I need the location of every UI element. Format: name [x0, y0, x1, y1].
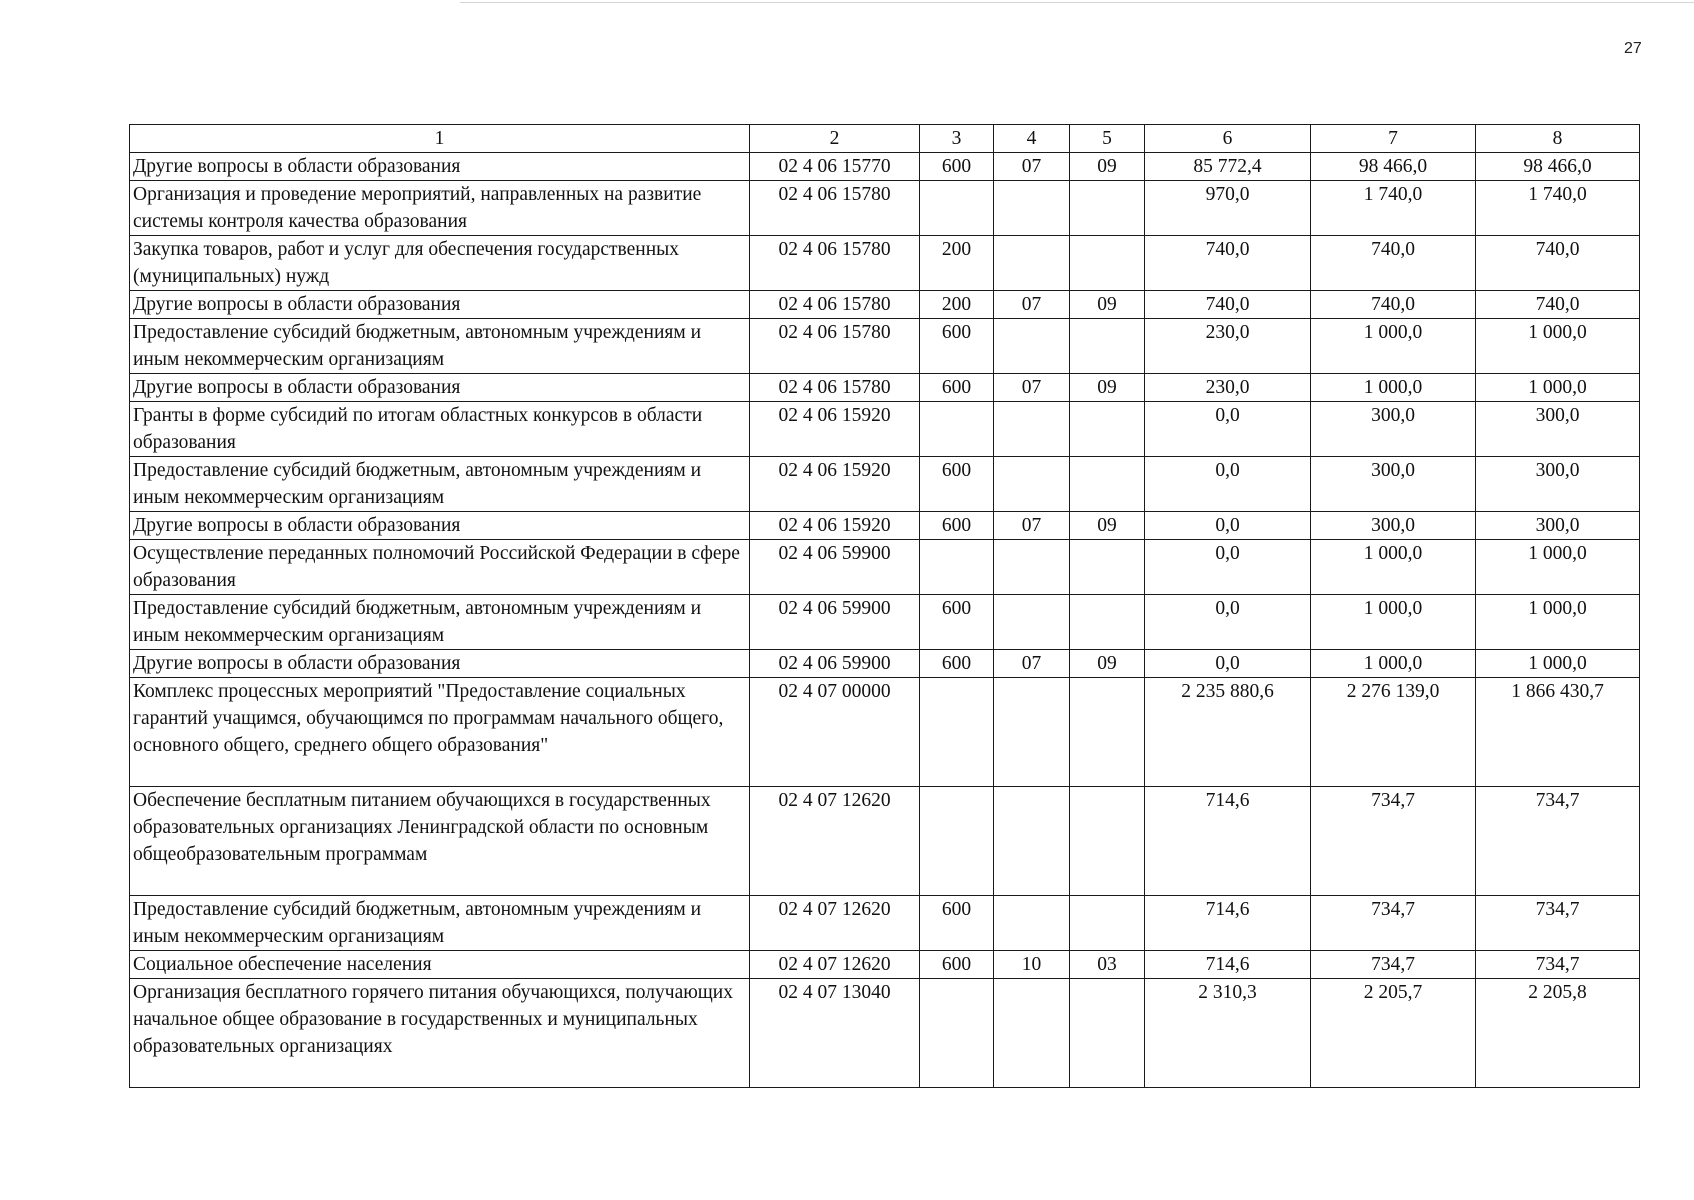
- row-code: 02 4 06 59900: [750, 540, 920, 595]
- row-value-8: 1 740,0: [1476, 181, 1640, 236]
- row-code: 02 4 06 15780: [750, 236, 920, 291]
- row-value-6: 714,6: [1145, 951, 1311, 979]
- row-name: Предоставление субсидий бюджетным, автономным учреждениям и иным некоммерческим организациям: [130, 319, 750, 374]
- row-section: [994, 678, 1070, 787]
- row-subsection: [1070, 181, 1145, 236]
- row-code: 02 4 06 15780: [750, 374, 920, 402]
- row-section: [994, 787, 1070, 896]
- row-section: 07: [994, 291, 1070, 319]
- row-name: Осуществление переданных полномочий Российской Федерации в сфере образования: [130, 540, 750, 595]
- row-expense-type: 600: [920, 896, 994, 951]
- table-row: [130, 595, 1640, 650]
- row-name: Другие вопросы в области образования: [130, 650, 750, 678]
- row-code: 02 4 06 15780: [750, 181, 920, 236]
- row-code: 02 4 06 15780: [750, 291, 920, 319]
- row-name: Гранты в форме субсидий по итогам областных конкурсов в области образования: [130, 402, 750, 457]
- row-section: [994, 979, 1070, 1088]
- row-expense-type: 600: [920, 457, 994, 512]
- table-row: [130, 650, 1640, 678]
- row-subsection: [1070, 319, 1145, 374]
- row-section: [994, 319, 1070, 374]
- table-row: [130, 896, 1640, 951]
- row-value-8: 2 205,8: [1476, 979, 1640, 1088]
- row-subsection: 03: [1070, 951, 1145, 979]
- row-name: Закупка товаров, работ и услуг для обеспечения государственных (муниципальных) нужд: [130, 236, 750, 291]
- row-value-8: 740,0: [1476, 236, 1640, 291]
- row-subsection: [1070, 402, 1145, 457]
- table-header-row: [130, 125, 1640, 153]
- row-value-6: 740,0: [1145, 236, 1311, 291]
- row-section: [994, 402, 1070, 457]
- table-row: [130, 291, 1640, 319]
- row-value-7: 2 276 139,0: [1311, 678, 1476, 787]
- row-value-8: 300,0: [1476, 402, 1640, 457]
- row-subsection: 09: [1070, 153, 1145, 181]
- scan-edge-line: [460, 2, 1694, 3]
- row-value-6: 2 310,3: [1145, 979, 1311, 1088]
- table-row: [130, 678, 1640, 787]
- row-subsection: [1070, 540, 1145, 595]
- budget-table: [129, 124, 1640, 1088]
- row-value-6: 0,0: [1145, 540, 1311, 595]
- row-value-6: 230,0: [1145, 374, 1311, 402]
- row-value-7: 2 205,7: [1311, 979, 1476, 1088]
- row-value-8: 300,0: [1476, 457, 1640, 512]
- row-section: 07: [994, 374, 1070, 402]
- row-expense-type: 600: [920, 512, 994, 540]
- row-section: 07: [994, 650, 1070, 678]
- row-value-8: 734,7: [1476, 951, 1640, 979]
- row-value-7: 300,0: [1311, 402, 1476, 457]
- row-value-7: 734,7: [1311, 951, 1476, 979]
- table-row: [130, 540, 1640, 595]
- row-code: 02 4 07 12620: [750, 787, 920, 896]
- row-value-8: 300,0: [1476, 512, 1640, 540]
- row-code: 02 4 06 59900: [750, 595, 920, 650]
- row-name: Организация и проведение мероприятий, направленных на развитие системы контроля качества образования: [130, 181, 750, 236]
- header-cell: 6: [1145, 125, 1311, 153]
- row-name: Комплекс процессных мероприятий "Предоставление социальных гарантий учащимся, обучающимся по программам начального общего, основного общего, среднего общего образования": [130, 678, 750, 787]
- row-code: 02 4 06 15920: [750, 512, 920, 540]
- row-expense-type: 600: [920, 374, 994, 402]
- row-section: [994, 236, 1070, 291]
- row-value-6: 714,6: [1145, 787, 1311, 896]
- row-value-7: 1 000,0: [1311, 650, 1476, 678]
- row-value-8: 1 000,0: [1476, 319, 1640, 374]
- row-value-7: 734,7: [1311, 896, 1476, 951]
- row-code: 02 4 06 59900: [750, 650, 920, 678]
- row-subsection: 09: [1070, 291, 1145, 319]
- row-expense-type: [920, 787, 994, 896]
- row-code: 02 4 07 12620: [750, 951, 920, 979]
- table-row: [130, 236, 1640, 291]
- header-cell: 1: [130, 125, 750, 153]
- row-name: Предоставление субсидий бюджетным, автономным учреждениям и иным некоммерческим организациям: [130, 595, 750, 650]
- row-value-6: 740,0: [1145, 291, 1311, 319]
- row-expense-type: 200: [920, 236, 994, 291]
- row-expense-type: [920, 402, 994, 457]
- header-cell: 2: [750, 125, 920, 153]
- row-name: Другие вопросы в области образования: [130, 291, 750, 319]
- row-code: 02 4 07 13040: [750, 979, 920, 1088]
- table-row: [130, 979, 1640, 1088]
- row-code: 02 4 07 12620: [750, 896, 920, 951]
- row-subsection: 09: [1070, 650, 1145, 678]
- row-section: [994, 181, 1070, 236]
- row-value-6: 714,6: [1145, 896, 1311, 951]
- row-expense-type: 200: [920, 291, 994, 319]
- row-value-8: 1 000,0: [1476, 595, 1640, 650]
- row-value-7: 740,0: [1311, 291, 1476, 319]
- header-cell: 3: [920, 125, 994, 153]
- row-code: 02 4 06 15770: [750, 153, 920, 181]
- row-value-8: 1 000,0: [1476, 540, 1640, 595]
- row-value-6: 0,0: [1145, 402, 1311, 457]
- table-row: [130, 402, 1640, 457]
- row-value-8: 734,7: [1476, 896, 1640, 951]
- row-value-7: 1 740,0: [1311, 181, 1476, 236]
- row-value-7: 1 000,0: [1311, 319, 1476, 374]
- row-value-8: 1 000,0: [1476, 374, 1640, 402]
- row-value-7: 300,0: [1311, 457, 1476, 512]
- table-row: [130, 951, 1640, 979]
- row-subsection: 09: [1070, 374, 1145, 402]
- row-name: Предоставление субсидий бюджетным, автономным учреждениям и иным некоммерческим организациям: [130, 896, 750, 951]
- row-expense-type: [920, 181, 994, 236]
- row-value-7: 1 000,0: [1311, 540, 1476, 595]
- row-value-6: 0,0: [1145, 512, 1311, 540]
- row-section: 07: [994, 512, 1070, 540]
- row-code: 02 4 06 15920: [750, 457, 920, 512]
- header-cell: 8: [1476, 125, 1640, 153]
- row-value-6: 230,0: [1145, 319, 1311, 374]
- row-subsection: [1070, 678, 1145, 787]
- row-code: 02 4 07 00000: [750, 678, 920, 787]
- row-value-7: 734,7: [1311, 787, 1476, 896]
- row-subsection: [1070, 236, 1145, 291]
- row-expense-type: [920, 979, 994, 1088]
- row-value-8: 98 466,0: [1476, 153, 1640, 181]
- header-cell: 5: [1070, 125, 1145, 153]
- row-expense-type: 600: [920, 595, 994, 650]
- row-section: [994, 896, 1070, 951]
- row-expense-type: [920, 540, 994, 595]
- row-name: Предоставление субсидий бюджетным, автономным учреждениям и иным некоммерческим организациям: [130, 457, 750, 512]
- row-expense-type: 600: [920, 319, 994, 374]
- page-number: 27: [1624, 40, 1642, 57]
- row-name: Обеспечение бесплатным питанием обучающихся в государственных образовательных организациях Ленинградской области по основным общеобразовательным программам: [130, 787, 750, 896]
- row-value-8: 1 866 430,7: [1476, 678, 1640, 787]
- row-name: Другие вопросы в области образования: [130, 512, 750, 540]
- row-value-6: 0,0: [1145, 650, 1311, 678]
- row-subsection: [1070, 896, 1145, 951]
- table-row: [130, 319, 1640, 374]
- row-value-8: 740,0: [1476, 291, 1640, 319]
- row-expense-type: 600: [920, 650, 994, 678]
- row-value-7: 98 466,0: [1311, 153, 1476, 181]
- row-name: Социальное обеспечение населения: [130, 951, 750, 979]
- row-code: 02 4 06 15920: [750, 402, 920, 457]
- row-value-8: 1 000,0: [1476, 650, 1640, 678]
- row-section: [994, 595, 1070, 650]
- row-section: 10: [994, 951, 1070, 979]
- row-value-6: 85 772,4: [1145, 153, 1311, 181]
- table-row: [130, 153, 1640, 181]
- row-name: Другие вопросы в области образования: [130, 374, 750, 402]
- row-value-6: 0,0: [1145, 595, 1311, 650]
- table-row: [130, 457, 1640, 512]
- row-expense-type: [920, 678, 994, 787]
- row-value-7: 300,0: [1311, 512, 1476, 540]
- row-value-6: 2 235 880,6: [1145, 678, 1311, 787]
- row-code: 02 4 06 15780: [750, 319, 920, 374]
- row-value-7: 740,0: [1311, 236, 1476, 291]
- row-subsection: [1070, 979, 1145, 1088]
- row-subsection: 09: [1070, 512, 1145, 540]
- table-row: [130, 787, 1640, 896]
- table-row: [130, 512, 1640, 540]
- row-section: 07: [994, 153, 1070, 181]
- row-section: [994, 457, 1070, 512]
- row-name: Организация бесплатного горячего питания обучающихся, получающих начальное общее образование в государственных и муниципальных образовательных организациях: [130, 979, 750, 1088]
- row-section: [994, 540, 1070, 595]
- row-subsection: [1070, 595, 1145, 650]
- row-value-6: 970,0: [1145, 181, 1311, 236]
- table-row: [130, 374, 1640, 402]
- row-value-8: 734,7: [1476, 787, 1640, 896]
- header-cell: 4: [994, 125, 1070, 153]
- row-value-7: 1 000,0: [1311, 374, 1476, 402]
- row-value-7: 1 000,0: [1311, 595, 1476, 650]
- row-name: Другие вопросы в области образования: [130, 153, 750, 181]
- row-value-6: 0,0: [1145, 457, 1311, 512]
- row-expense-type: 600: [920, 951, 994, 979]
- row-subsection: [1070, 457, 1145, 512]
- table-row: [130, 181, 1640, 236]
- row-expense-type: 600: [920, 153, 994, 181]
- row-subsection: [1070, 787, 1145, 896]
- header-cell: 7: [1311, 125, 1476, 153]
